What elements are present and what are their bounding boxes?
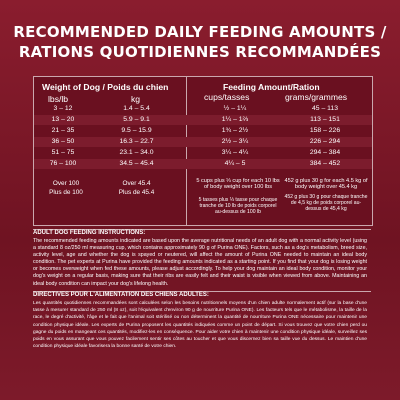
cups-cell: 3¼ – 4¼ (221, 149, 249, 156)
unit-grams-header: grams/grammes (285, 92, 348, 102)
lbs-cell: 21 – 35 (51, 127, 75, 134)
unit-cups-header: cups/tasses (204, 92, 250, 102)
instructions-en-body: The recommended feeding amounts indicated are based upon the average nutritional needs of an adult dog with a normal activity level (using a standard 8 oz/250 ml measuring cup, which contains approximately 90 g of Purina ONE). Factors, such as a dog's metabolism, breed size, activity level, age and whether the dog is spayed or neutered, will affect the amount of Purina ONE needed to maintain an ideal body condition. The pet experts at Purina have provided the feeding amounts indicated as a starting point. If you find that your dog is losing weight or becomes overweight when fed these amounts, please adjust accordingly. To help your dog maintain an ideal body condition, monitor your dog's weight on a regular basis, making sure that their ribs are easily felt and their waist is visible when viewed from above. Maintaining an ideal body condition can impact your dog's lifelong health. (33, 238, 367, 287)
weight-header: Weight of Dog / Poids du chien (42, 82, 169, 92)
unit-lbs-header: lbs/lb (48, 94, 69, 104)
over-cups-fr: 5 tasses plus ⅓ tasse pour chaque tranche de 10 lb de poids corporel au-dessus de 100 lb (198, 197, 278, 215)
table-row (34, 126, 372, 136)
grams-cell: 294 – 384 (309, 149, 341, 156)
instructions-en-heading: ADULT DOG FEEDING INSTRUCTIONS: (33, 230, 146, 236)
kg-cell: 9.5 – 15.9 (121, 127, 152, 134)
lbs-cell: 36 – 50 (51, 138, 75, 145)
kg-cell: 5.9 – 9.1 (123, 116, 150, 123)
grams-cell: 158 – 226 (309, 127, 341, 134)
kg-cell: 1.4 – 5.4 (123, 105, 150, 112)
table-row (34, 148, 372, 158)
lbs-cell: 3 – 12 (53, 105, 73, 112)
cups-cell: 2½ – 3¼ (221, 138, 249, 145)
cups-cell: ½ – 1¼ (223, 105, 247, 112)
lbs-cell: 51 – 75 (51, 149, 75, 156)
grams-cell: 45 – 113 (312, 105, 338, 112)
over-grams-fr: 452 g plus 30 g pour chaque tranche de 4,5 kg de poids corporel au-dessus de 45,4 kg (284, 194, 368, 212)
cups-cell: 1¼ – 1⅔ (221, 116, 249, 123)
instructions-fr-heading: DIRECTIVES POUR L'ALIMENTATION DES CHIENS ADULTES: (33, 292, 209, 298)
instructions-fr-body: Les quantités quotidiennes recommandées sont calculées selon les besoins nutritionnels moyens d'un chien adulte normalement actif (sur la base d'une tasse à mesurer standard de 250 ml (8 oz), soit l'équivalent d'environ 90 g de nourriture Purina ONE). Les facteurs tels que le métabolisme, la taille de la race, le degré d'activité, l'âge et le fait que l'animal soit stérilisé ou non déterminent la quantité de nourriture Purina ONE nécessaire pour maintenir une condition physique idéale. Les experts de Purina proposent les quantités indiquées comme un point de départ. Si vous trouvez que votre chien perd ou gagne du poids en mangeant ces quantités, modifiez-les en conséquence. Pour aider votre chien à maintenir une condition physique idéale, surveillez ses poids en vous assurant que vous pouvez facilement sentir ses côtes au toucher et que vous discernez bien sa taille vue du dessus. Le maintien d'une condition physique idéale favorisera la bonne santé de votre chien. (33, 301, 367, 350)
unit-kg-header: kg (131, 94, 141, 104)
feeding-header: Feeding Amount/Ration (223, 82, 320, 92)
table-row (34, 115, 372, 125)
table-row (34, 104, 372, 114)
over-cups-en: 5 cups plus ⅓ cup for each 10 lbs of body weight over 100 lbs (196, 178, 280, 191)
cups-cell: 1¾ – 2½ (221, 127, 249, 134)
over-kg-en: Over 45.4 (122, 180, 151, 187)
over-lbs-fr: Plus de 100 (49, 189, 83, 196)
over-lbs-en: Over 100 (52, 180, 80, 187)
grams-cell: 113 – 151 (310, 116, 340, 123)
page-title-line-2: RATIONS QUOTIDIENNES RECOMMANDÉES (18, 43, 382, 61)
table-row (34, 137, 372, 147)
cups-cell: 4¼ – 5 (224, 160, 246, 167)
over-kg-fr: Plus de 45.4 (118, 189, 155, 196)
table-row (34, 159, 372, 169)
lbs-cell: 76 – 100 (49, 160, 77, 167)
feeding-table (33, 76, 373, 226)
page-title-line-1: RECOMMENDED DAILY FEEDING AMOUNTS / (13, 23, 387, 41)
grams-cell: 226 – 294 (309, 138, 341, 145)
grams-cell: 384 – 452 (309, 160, 341, 167)
kg-cell: 16.3 – 22.7 (119, 138, 154, 145)
kg-cell: 23.1 – 34.0 (119, 149, 154, 156)
kg-cell: 34.5 – 45.4 (119, 160, 154, 167)
over-grams-en: 452 g plus 30 g for each 4.5 kg of body weight over 45.4 kg (284, 178, 368, 191)
lbs-cell: 13 – 20 (51, 116, 75, 123)
